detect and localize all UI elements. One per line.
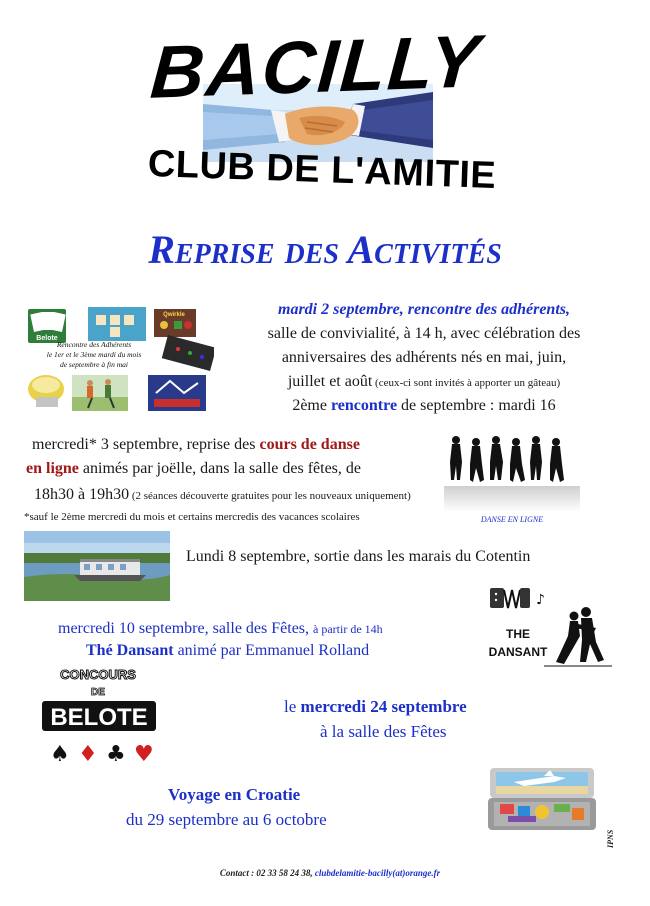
svg-text:♪: ♪ — [536, 592, 545, 608]
dance-line-2 — [26, 459, 361, 479]
travel-suitcase-image — [484, 764, 604, 834]
second-meeting-line — [224, 396, 624, 416]
ipns-mark: IPNS — [606, 829, 615, 848]
dance-line-3 — [34, 485, 411, 506]
meeting-months-line — [224, 372, 624, 393]
belote-place-line: à la salle des Fêtes — [320, 722, 447, 741]
concours-word: CONCOURS — [60, 667, 136, 682]
the-dansant-name: Thé Dansant — [86, 642, 174, 659]
meeting-months: juillet et août — [287, 373, 373, 390]
contact-email[interactable]: clubdelamitie-bacilly(at)orange.fr — [314, 868, 441, 878]
contact-line — [180, 866, 480, 880]
line-dance-image — [444, 432, 580, 528]
belote-word: BELOTE — [50, 704, 148, 731]
the-dansant-date-line — [58, 619, 383, 639]
svg-text:♠: ♠ — [50, 742, 70, 767]
dance-course: cours de danse — [259, 436, 360, 453]
svg-text:♦: ♦ — [78, 742, 98, 767]
svg-text:♥: ♥ — [134, 742, 154, 767]
trip-dates: du 29 septembre au 6 octobre — [126, 810, 327, 829]
belote-date: mercredi 24 septembre — [300, 697, 467, 716]
dance-line-1 — [32, 435, 360, 455]
svg-text:♣: ♣ — [106, 742, 126, 767]
the-word: THE — [506, 627, 530, 641]
second-meeting-ordinal: 2ème — [292, 397, 331, 414]
second-meeting-word: rencontre — [330, 397, 398, 414]
club-name-title: CLUB DE L'AMITIE — [147, 142, 497, 198]
games-caption-1: Rencontre des Adhérents — [56, 340, 132, 349]
games-caption-3: de septembre à fin mai — [59, 360, 129, 369]
marsh-boat-image — [24, 531, 170, 601]
belote-game-label: Belote — [36, 335, 58, 342]
marsh-outing-line: Lundi 8 septembre, sortie dans les marais du Cotentin — [186, 548, 531, 565]
dance-hours: 18h30 à 19h30 — [34, 486, 130, 503]
page-headline: Reprise des Activités — [148, 227, 502, 272]
concours-belote-image — [38, 665, 160, 767]
board-games-image — [24, 303, 214, 415]
de-word: DE — [91, 687, 105, 698]
the-dansant-image — [486, 582, 614, 674]
the-dansant-time: à partir de 14h — [313, 622, 383, 636]
games-caption-2: le 1er et le 3ème mardi du mois — [46, 350, 142, 359]
trip-title: Voyage en Croatie — [168, 785, 301, 804]
dance-host: animés par joëlle, dans la salle des fêtes, de — [78, 460, 362, 477]
dansant-word: DANSANT — [488, 645, 548, 659]
belote-date-prefix: le — [284, 697, 301, 716]
qwirkle-game-label: Qwirkle — [163, 312, 185, 318]
the-dansant-host-line — [86, 641, 369, 661]
meeting-date-line: mardi 2 septembre, rencontre des adhérents, — [278, 301, 570, 318]
dance-free-sessions: (2 séances découverte gratuites pour les nouveaux uniquement) — [129, 490, 411, 502]
belote-date-line — [284, 697, 467, 717]
dance-caption: DANSE EN LIGNE — [480, 515, 544, 524]
cake-note: (ceux-ci sont invités à apporter un gâteau) — [372, 377, 561, 389]
dance-exception-note: *sauf le 2ème mercredi du mois et certains mercredis des vacances scolaires — [24, 511, 360, 523]
meeting-place-line: salle de convivialité, à 14 h, avec célébration des — [267, 325, 581, 342]
dance-type: en ligne — [26, 460, 79, 477]
contact-phone: Contact : 02 33 58 24 38, — [219, 868, 315, 878]
dance-date: mercredi* 3 septembre, reprise des — [32, 436, 260, 453]
second-meeting-date: de septembre : mardi 16 — [397, 397, 556, 414]
club-town-title: BACILLY — [148, 19, 485, 114]
the-dansant-host: animé par Emmanuel Rolland — [173, 642, 370, 659]
meeting-birthdays-line: anniversaires des adhérents nés en mai, juin, — [281, 349, 567, 366]
the-dansant-date: mercredi 10 septembre, salle des Fêtes, — [58, 620, 314, 637]
